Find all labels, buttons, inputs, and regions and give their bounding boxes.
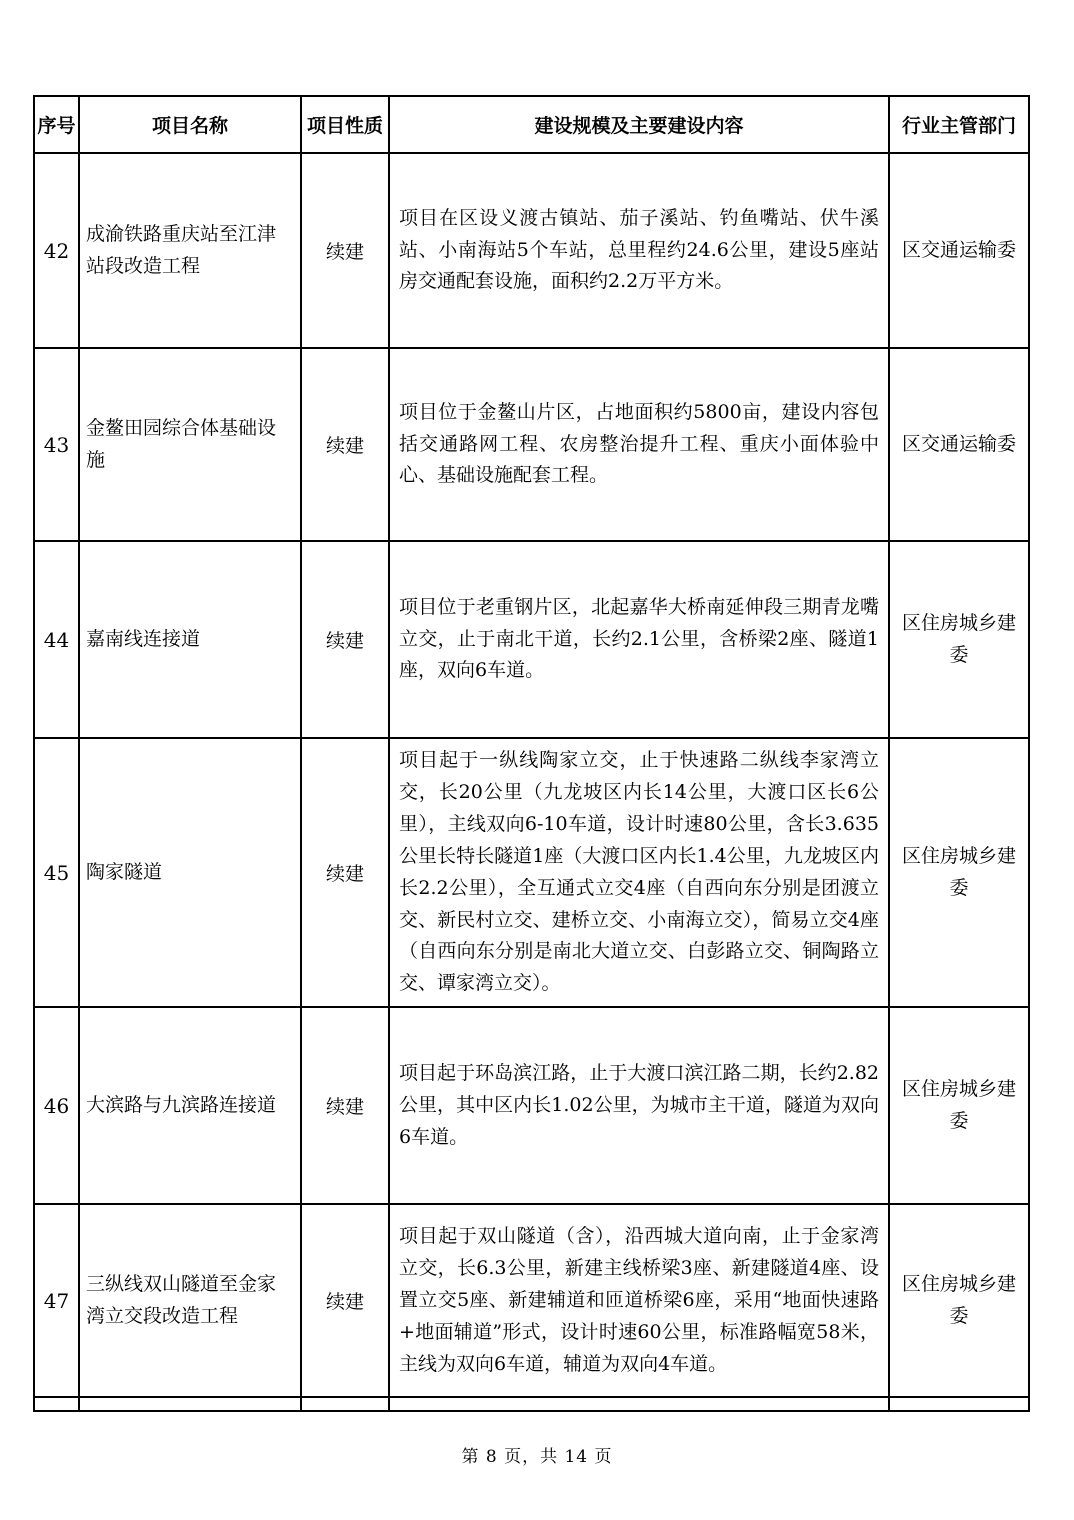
table-row — [34, 1204, 1029, 1397]
header-project-nature: 项目性质 — [301, 96, 389, 153]
project-nature: 续建 — [301, 541, 389, 738]
table-row — [34, 1397, 1029, 1411]
row-number — [34, 1397, 79, 1411]
row-number: 42 — [34, 153, 79, 348]
project-name: 金鳌田园综合体基础设施 — [79, 348, 301, 541]
projects-table — [33, 95, 1030, 1412]
project-name: 成渝铁路重庆站至江津站段改造工程 — [79, 153, 301, 348]
project-department: 区住房城乡建委 — [889, 738, 1029, 1007]
project-nature: 续建 — [301, 153, 389, 348]
row-number: 44 — [34, 541, 79, 738]
project-content: 项目起于一纵线陶家立交，止于快速路二纵线李家湾立交，长20公里（九龙坡区内长14公里，大渡口区长6公里），主线双向6-10车道，设计时速80公里，含长3.635公里长特长隧道1座（大渡口区内长1.4公里，九龙坡区内长2.2公里），全互通式立交4座（自西向东分别是团渡立交、新民村立交、建桥立交、小南海立交），简易立交4座（自西向东分别是南北大道立交、白彭路立交、铜陶路立交、谭家湾立交）。 — [389, 738, 889, 1007]
project-content: 项目起于双山隧道（含），沿西城大道向南，止于金家湾立交，长6.3公里，新建主线桥梁3座、新建隧道4座、设置立交5座、新建辅道和匝道桥梁6座，采用“地面快速路+地面辅道”形式，设计时速60公里，标准路幅宽58米，主线为双向6车道，辅道为双向4车道。 — [389, 1204, 889, 1397]
header-construction-content: 建设规模及主要建设内容 — [389, 96, 889, 153]
table-row — [34, 348, 1029, 541]
project-nature: 续建 — [301, 348, 389, 541]
project-nature: 续建 — [301, 738, 389, 1007]
row-number: 45 — [34, 738, 79, 1007]
project-department: 区住房城乡建委 — [889, 1204, 1029, 1397]
table-header-row — [34, 96, 1029, 153]
row-number: 43 — [34, 348, 79, 541]
project-name: 三纵线双山隧道至金家湾立交段改造工程 — [79, 1204, 301, 1397]
table-row — [34, 1007, 1029, 1204]
project-nature: 续建 — [301, 1007, 389, 1204]
project-nature — [301, 1397, 389, 1411]
project-name — [79, 1397, 301, 1411]
header-department: 行业主管部门 — [889, 96, 1029, 153]
header-serial: 序号 — [34, 96, 79, 153]
table-row — [34, 153, 1029, 348]
table-row — [34, 541, 1029, 738]
project-content: 项目起于环岛滨江路，止于大渡口滨江路二期，长约2.82 公里，其中区内长1.02公里，为城市主干道，隧道为双向 6车道。 — [389, 1007, 889, 1204]
project-name: 嘉南线连接道 — [79, 541, 301, 738]
project-content — [389, 1397, 889, 1411]
project-department: 区住房城乡建委 — [889, 541, 1029, 738]
row-number: 46 — [34, 1007, 79, 1204]
table-row — [34, 738, 1029, 1007]
header-project-name: 项目名称 — [79, 96, 301, 153]
project-name: 大滨路与九滨路连接道 — [79, 1007, 301, 1204]
page-number-footer: 第 8 页，共 14 页 — [461, 1447, 613, 1467]
project-content: 项目在区设义渡古镇站、茄子溪站、钓鱼嘴站、伏牛溪站、小南海站5个车站，总里程约24.6公里，建设5座站房交通配套设施，面积约2.2万平方米。 — [389, 153, 889, 348]
project-department: 区交通运输委 — [889, 348, 1029, 541]
project-name: 陶家隧道 — [79, 738, 301, 1007]
project-content: 项目位于金鳌山片区，占地面积约5800亩，建设内容包括交通路网工程、农房整治提升工程、重庆小面体验中心、基础设施配套工程。 — [389, 348, 889, 541]
project-nature: 续建 — [301, 1204, 389, 1397]
project-department: 区交通运输委 — [889, 153, 1029, 348]
project-content: 项目位于老重钢片区，北起嘉华大桥南延伸段三期青龙嘴立交，止于南北干道，长约2.1公里，含桥梁2座、隧道1座，双向6车道。 — [389, 541, 889, 738]
project-department: 区住房城乡建委 — [889, 1007, 1029, 1204]
project-department — [889, 1397, 1029, 1411]
row-number: 47 — [34, 1204, 79, 1397]
